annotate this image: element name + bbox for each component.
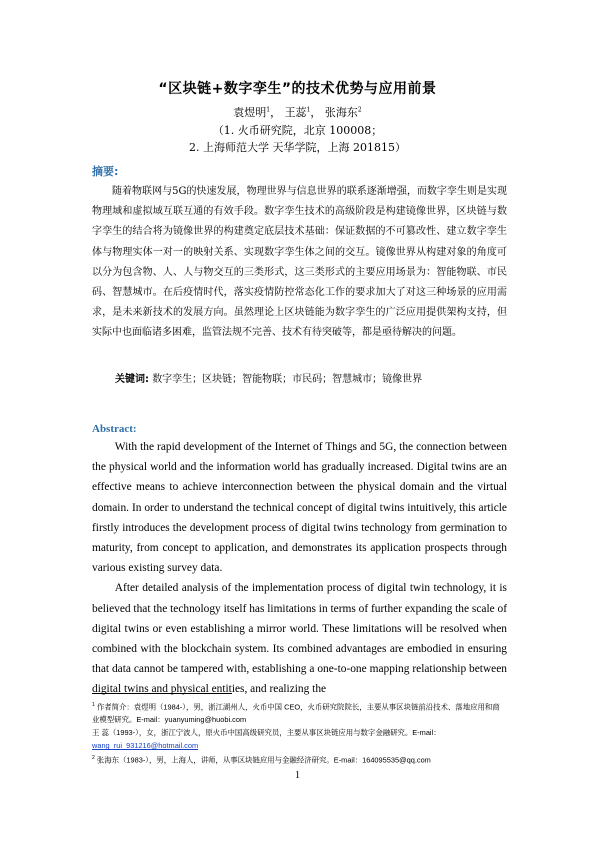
affiliation-2: 2. 上海师范大学 天华学院，上海 201815）: [189, 141, 406, 154]
author-name: 王蕊: [284, 106, 307, 119]
author-affil-marker: 1: [306, 106, 311, 114]
page-number: 1: [295, 770, 300, 781]
author-affil-marker: 2: [357, 106, 362, 114]
en-abstract-heading: Abstract:: [92, 423, 137, 435]
author-name: 袁煜明: [233, 106, 267, 119]
zh-abstract-paragraph: 随着物联网与5G的快速发展，物理世界与信息世界的联系逐渐增强，而数字孪生则是实现物理域和虚拟域互联互通的有效手段。数字孪生技术的高级阶段是构建镜像世界，区块链与数字孪生的结合将为镜像世界的构建奠定底层技术基础：保证数据的不可篡改性、建立数字孪生体与物理实体一对一的映射关系、实现数字孪生体之间的交互。镜像世界从构建对象的角度可以分为包含物、人、人与物交互的三类形式，这三类形式的主要应用场景为：智能物联、市民码、智慧城市。在后疫情时代，落实疫情防控常态化工作的要求加大了对这三种场景的应用需求，是未来新技术的发展方向。虽然理论上区块链能为数字孪生的广泛应用提供架构支持，但实际中也面临诸多困难，监管法规不完善、技术有待突破等，都是亟待解决的问题。: [92, 186, 507, 339]
author-affil-marker: 1: [266, 106, 271, 114]
footnote-1: [92, 699, 507, 726]
en-abstract-paragraph-2: After detailed analysis of the implementation process of digital twin technology, it is believed that the technology itself has limitations in terms of further expanding the scale of digital twins or even establishing a mirror world. These limitations will be resolved when combined with the blockchain system. Its combined advantages are embodied in ensuring that data cannot be tampered with, establishing a one-to-one mapping relationship between digital twins and physical entities, and realizing the: [92, 582, 508, 696]
en-abstract-body: [92, 437, 507, 700]
author-name: 张海东: [324, 106, 358, 119]
footnote-2-text: 王 蕊（1993-），女，浙江宁波人，原火币中国高级研究员，主要从事区块链应用与数字金融研究。E-mail：: [92, 728, 441, 738]
zh-keywords: [115, 370, 422, 385]
footnotes: [92, 699, 507, 767]
footnote-3: [92, 752, 507, 766]
zh-keywords-text: 数字孪生；区块链；智能物联；市民码；智慧城市；镜像世界: [152, 374, 423, 385]
footnote-1-text: 作者简介：袁煜明（1984-），男，浙江湖州人，火币中国 CEO，火币研究院院长，主要从事区块链前沿技术、落地应用和商业模型研究。E-mail：yuanyuming@huobi.com: [92, 702, 500, 725]
en-abstract-paragraph-1: With the rapid development of the Internet of Things and 5G, the connection between the physical world and the information world has gradually increased. Digital twins are an effective means to achieve interconnection between the physical domain and the virtual domain. In order to understand the technical concept of digital twins intuitively, this article firstly introduces the development process of digital twins technology from germination to maturity, from concept to application, and demonstrates its application prospects through various existing survey data.: [92, 441, 507, 575]
zh-abstract-body: [92, 182, 507, 344]
author-separator: ，: [310, 106, 322, 119]
affiliation-1: （1. 火币研究院，北京 100008；: [212, 124, 383, 137]
footnote-marker: 2: [92, 755, 95, 762]
paper-title: “区块链+数字孪生”的技术优势与应用前景: [158, 81, 437, 97]
author-separator: ，: [270, 106, 282, 119]
zh-keywords-label: 关键词:: [115, 374, 149, 385]
footnote-marker: 1: [92, 702, 95, 708]
footnote-2: [92, 726, 507, 752]
zh-abstract-heading: 摘要:: [92, 165, 119, 178]
email-link[interactable]: wang_rui_931216@hotmail.com: [92, 741, 199, 751]
footnote-3-text: 张海东（1983-），男，上海人，讲师，从事区块链应用与金融经济研究。E-mail：164095535@qq.com: [96, 755, 431, 765]
author-list: [0, 104, 595, 120]
footnote-divider: [92, 693, 232, 694]
